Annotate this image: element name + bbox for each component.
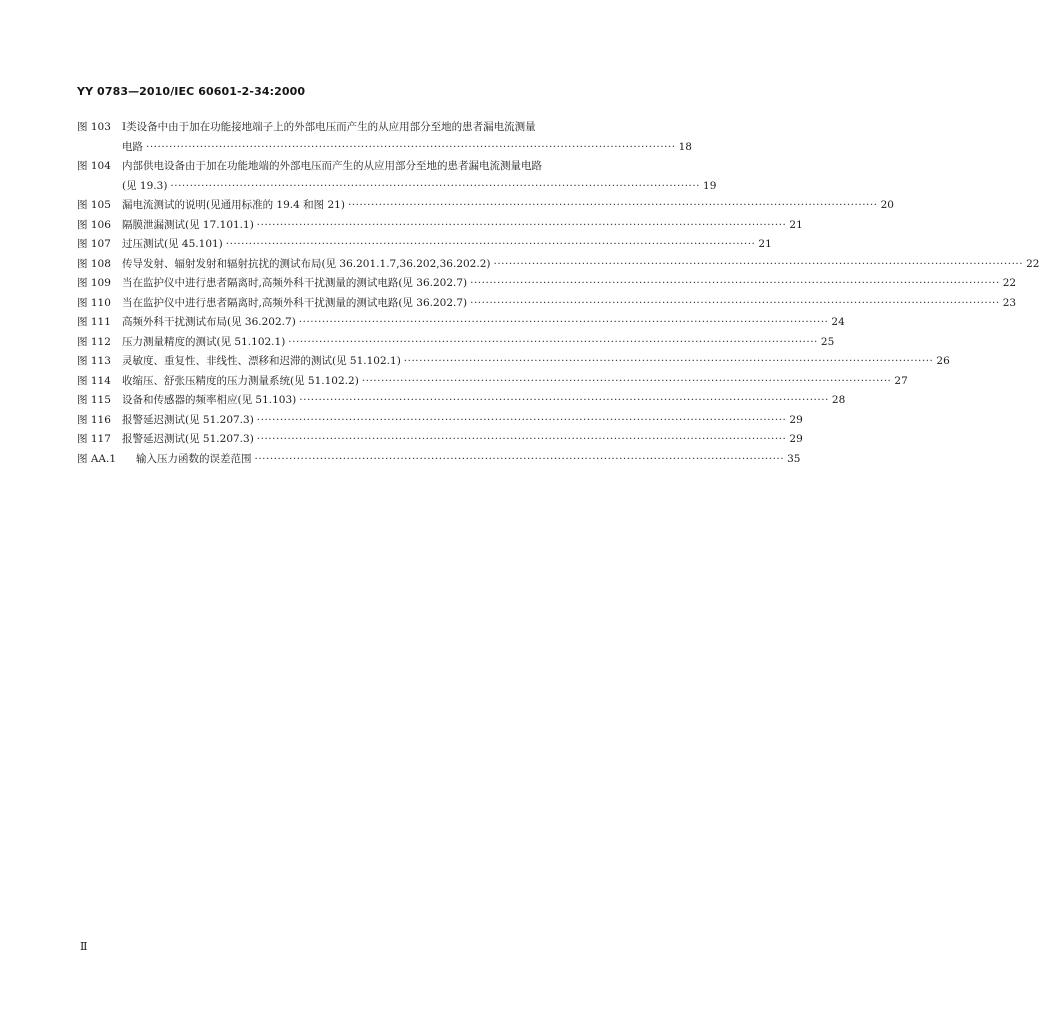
figure-title-continued: (见 19.3) (122, 179, 168, 192)
toc-entry[interactable] (77, 235, 772, 255)
dot-leader: ·········································································································································· (299, 394, 829, 406)
figure-number: 图 117 (77, 433, 111, 445)
page-number: 18 (678, 140, 692, 153)
dot-leader: ·········································································································································· (288, 335, 818, 348)
page-number: 28 (831, 394, 846, 406)
page-number: 27 (894, 374, 908, 387)
page-number: 26 (936, 355, 950, 367)
dot-leader: ·········································································································································· (493, 257, 1024, 270)
figure-list (77, 118, 1039, 469)
page-number: 24 (831, 316, 845, 328)
dot-leader: ·········································································································································· (225, 238, 756, 250)
page-number: 19 (703, 179, 717, 192)
dot-leader: ·········································································································································· (256, 433, 787, 445)
dot-leader: ·········································································································································· (256, 413, 787, 426)
page-number: 29 (789, 413, 803, 426)
toc-entry[interactable] (77, 274, 1017, 294)
toc-entry[interactable] (77, 352, 950, 372)
dot-leader: ·········································································································································· (256, 218, 787, 231)
figure-number: 图 113 (77, 355, 111, 367)
figure-title: 当在监护仪中进行患者隔离时,高频外科干扰测量的测试电路(见 36.202.7) (122, 296, 468, 309)
toc-entry[interactable] (77, 118, 630, 138)
toc-entry[interactable] (77, 313, 845, 333)
figure-number: 图 111 (77, 316, 111, 328)
page-number: 23 (1002, 296, 1017, 309)
figure-title: Ⅰ类设备中由于加在功能接地端子上的外部电压而产生的从应用部分至地的患者漏电流测量 (122, 121, 536, 133)
dot-leader: ·········································································································································· (170, 179, 701, 192)
figure-title: 隔膜泄漏测试(见 17.101.1) (122, 218, 254, 231)
figure-number: 图 114 (77, 374, 111, 387)
figure-number: 图 105 (77, 199, 111, 211)
figure-number: 图 103 (77, 121, 111, 133)
dot-leader: ·········································································································································· (254, 452, 785, 465)
figure-number: 图 112 (77, 335, 111, 348)
page-number: 35 (787, 452, 801, 465)
figure-title: 当在监护仪中进行患者隔离时,高频外科干扰测量的测试电路(见 36.202.7) (122, 277, 468, 289)
figure-title: 漏电流测试的说明(见通用标准的 19.4 和图 21) (122, 199, 345, 211)
dot-leader: ·········································································································································· (361, 374, 892, 387)
figure-number: 图 AA.1 (77, 452, 117, 465)
figure-title: 报警延迟测试(见 51.207.3) (122, 433, 254, 445)
toc-entry[interactable] (77, 450, 801, 470)
figure-title-continued: 电路 (122, 140, 143, 153)
dot-leader: ·········································································································································· (146, 140, 676, 153)
toc-entry[interactable] (77, 391, 846, 411)
dot-leader: ·········································································································································· (403, 355, 934, 367)
page-number: 29 (789, 433, 803, 445)
toc-entry[interactable] (77, 216, 803, 236)
figure-title: 灵敏度、重复性、非线性、漂移和迟滞的测试(见 51.102.1) (122, 355, 401, 367)
figure-title: 内部供电设备由于加在功能地端的外部电压而产生的从应用部分至地的患者漏电流测量电路 (122, 160, 542, 172)
toc-entry-continuation[interactable] (77, 177, 717, 197)
toc-entry-continuation[interactable] (77, 138, 692, 158)
figure-number: 图 108 (77, 257, 111, 270)
figure-title: 报警延迟测试(见 51.207.3) (122, 413, 254, 426)
page-number: 22 (1002, 277, 1017, 289)
toc-entry[interactable] (77, 294, 1017, 314)
figure-number: 图 116 (77, 413, 111, 426)
figure-title: 高频外科干扰测试布局(见 36.202.7) (122, 316, 296, 328)
toc-entry[interactable] (77, 255, 1039, 275)
dot-leader: ·········································································································································· (470, 296, 1000, 309)
page-number: 22 (1026, 257, 1039, 270)
figure-title: 收缩压、舒张压精度的压力测量系统(见 51.102.2) (122, 374, 359, 387)
figure-number: 图 109 (77, 277, 111, 289)
figure-number: 图 104 (77, 160, 111, 172)
figure-number: 图 107 (77, 238, 111, 250)
page-number: 20 (880, 199, 894, 211)
dot-leader: ·········································································································································· (470, 277, 1000, 289)
toc-entry[interactable] (77, 411, 803, 431)
toc-entry[interactable] (77, 157, 630, 177)
document-header: YY 0783—2010/IEC 60601-2-34:2000 (77, 85, 306, 98)
figure-number: 图 106 (77, 218, 111, 231)
dot-leader: ·········································································································································· (347, 199, 878, 211)
figure-title: 设备和传感器的频率相应(见 51.103) (122, 394, 297, 406)
toc-entry[interactable] (77, 430, 803, 450)
figure-title: 压力测量精度的测试(见 51.102.1) (122, 335, 286, 348)
figure-title: 输入压力函数的误差范围 (136, 452, 252, 465)
page-number: 21 (758, 238, 772, 250)
toc-entry[interactable] (77, 333, 835, 353)
page-number: 25 (820, 335, 835, 348)
figure-number: 图 110 (77, 296, 111, 309)
footer-page-number: Ⅱ (80, 940, 88, 953)
dot-leader: ·········································································································································· (298, 316, 829, 328)
figure-number: 图 115 (77, 394, 111, 406)
toc-entry[interactable] (77, 196, 894, 216)
figure-title: 传导发射、辐射发射和辐射抗扰的测试布局(见 36.201.1.7,36.202,36.202.2) (122, 257, 491, 270)
figure-title: 过压测试(见 45.101) (122, 238, 223, 250)
toc-entry[interactable] (77, 372, 908, 392)
page-number: 21 (789, 218, 803, 231)
